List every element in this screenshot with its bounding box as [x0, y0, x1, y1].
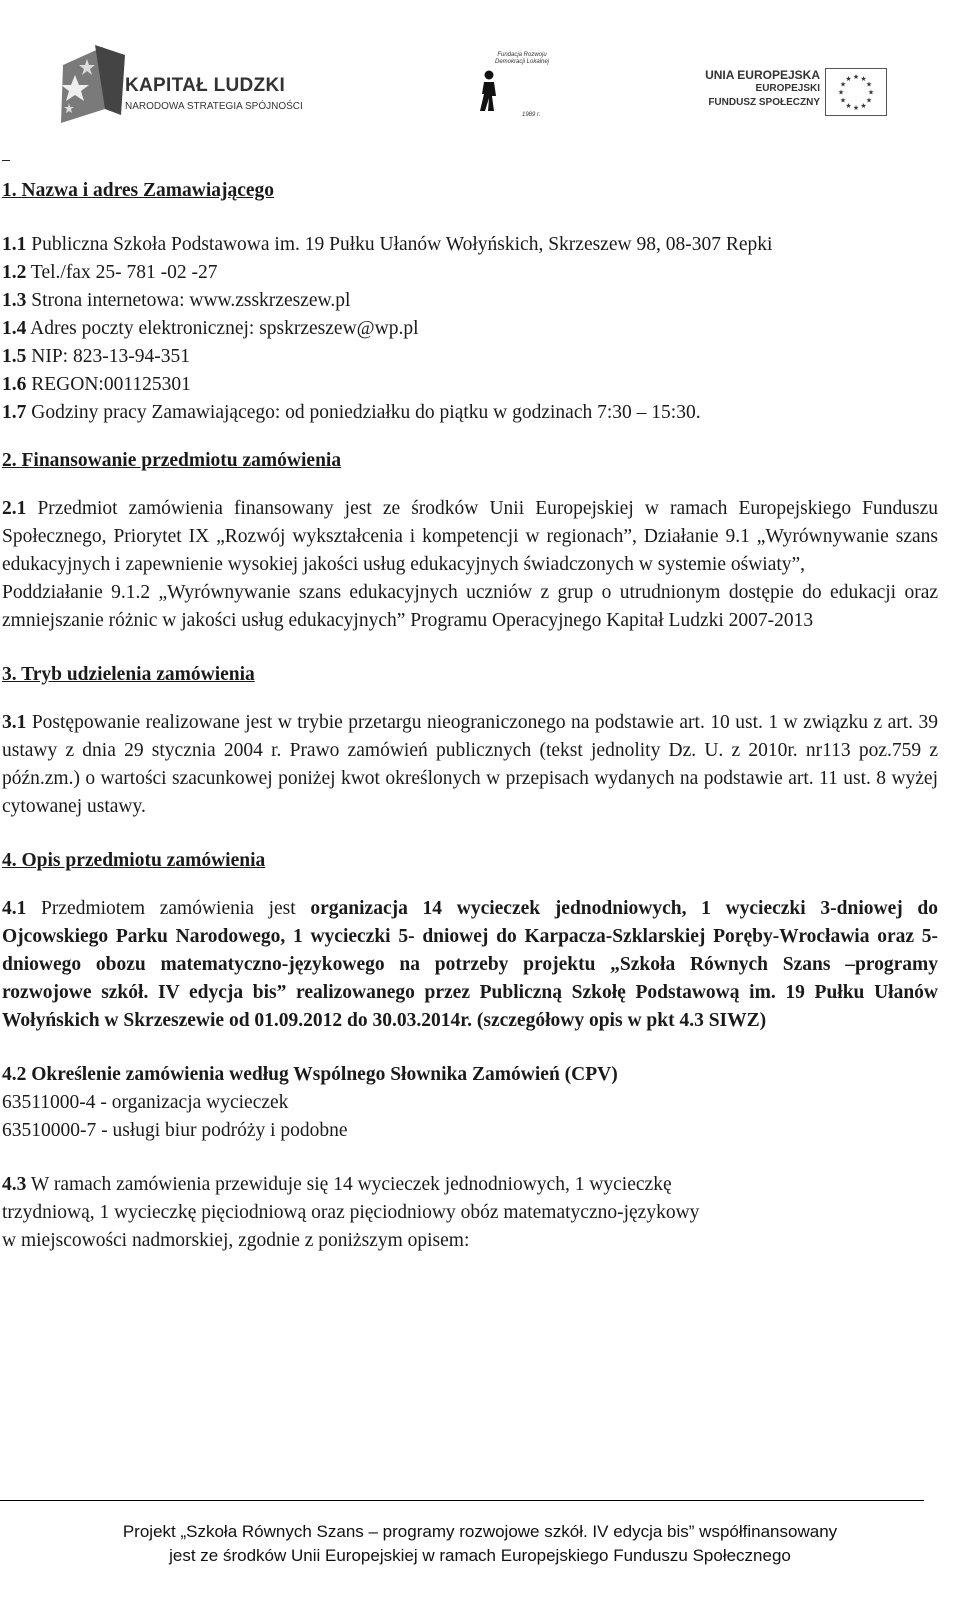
- kapital-ludzki-logo: [55, 45, 335, 125]
- section-3-heading: 3. Tryb udzielenia zamówienia: [2, 664, 255, 685]
- item-number: 1.2: [2, 262, 27, 283]
- svg-text:★: ★: [839, 96, 847, 105]
- eu-logo: [705, 68, 925, 128]
- page-footer: [0, 1520, 960, 1568]
- item-1-1: [2, 231, 938, 259]
- paragraph-2-1-cont: Poddziałanie 9.1.2 „Wyrównywanie szans edukacyjnych uczniów z grup o utrudnionym dostępie do edukacji oraz zmniejszanie różnic w jakości usług edukacyjnych” Programu Operacyjnego Kapitał Ludzki 2007-2013: [2, 582, 938, 631]
- paragraph-text: Przedmiotem zamówienia jest: [26, 898, 311, 919]
- item-1-6: [2, 371, 938, 399]
- document-body: [2, 177, 938, 1255]
- footer-line-1: Projekt „Szkoła Równych Szans – programy rozwojowe szkół. IV edycja bis” współfinansowany: [122, 1522, 838, 1541]
- item-1-7: [2, 399, 938, 427]
- paragraph-text: Postępowanie realizowane jest w trybie przetargu nieograniczonego na podstawie art. 10 ust. 1 w związku z art. 39 ustawy z dnia 29 stycznia 2004 r. Prawo zamówień publicznych (tekst jednolity Dz. U. z 2010r. nr113 poz.759 z późn.zm.) o wartości szacunkowej poniżej kwot określonych w przepisach wydanych na podstawie art. 11 ust. 8 wyżej cytowanej ustawy.: [2, 712, 938, 817]
- cpv-code-1: 63511000-4 - organizacja wycieczek: [2, 1092, 289, 1113]
- item-text: Godziny pracy Zamawiającego: od poniedziałku do piątku w godzinach 7:30 – 15:30.: [26, 402, 701, 423]
- item-number: 1.5: [2, 346, 27, 367]
- item-text: Tel./fax 25- 781 -02 -27: [26, 262, 218, 283]
- svg-text:★: ★: [867, 88, 875, 97]
- stray-mark: [2, 160, 10, 161]
- section-1-heading: 1. Nazwa i adres Zamawiającego: [2, 180, 275, 201]
- paragraph-text: Przedmiot zamówienia finansowany jest ze środków Unii Europejskiej w ramach Europejskiego Funduszu Społecznego, Priorytet IX „Rozwój wykształcenia i kompetencji w regionach”, Działanie 9.1 „Wyrównywanie szans edukacyjnych i zapewnienie wysokiej jakości usług edukacyjnych świadczonych w systemie oświaty”,: [2, 498, 938, 575]
- item-text: Strona internetowa: www.zsskrzeszew.pl: [26, 290, 351, 311]
- eu-line-1: UNIA EUROPEJSKA: [705, 68, 820, 82]
- footer-rule: [0, 1500, 924, 1501]
- kapital-ludzki-star-icon: [55, 45, 125, 125]
- frdl-name: Fundacja Rozwoju Demokracji Lokalnej: [494, 52, 550, 65]
- item-number: 3.1: [2, 712, 27, 733]
- paragraph-4-1: [2, 895, 938, 1035]
- item-1-4: [2, 315, 938, 343]
- footer-line-2: jest ze środków Unii Europejskiej w ramach Europejskiego Funduszu Społecznego: [169, 1546, 791, 1565]
- eu-logo-text: [705, 68, 820, 110]
- paragraph-bold-text: organizacja 14 wycieczek jednodniowych, 1 wycieczki 3-dniowej do Ojcowskiego Parku Narodowego, 1 wycieczki 5- dniowej do Karpacza-Szklarskiej Poręby-Wrocławia oraz 5-dniowego obozu matematyczno-językowego na potrzeby projektu „Szkoła Równych Szans –programy rozwojowe szkół. IV edycja bis” realizowanego przez Publiczną Szkołę Podstawową im. 19 Pułku Ułanów Wołyńskich w Skrzeszewie od 01.09.2012 do 30.03.2014r. (szczegółowy opis w pkt 4.3 SIWZ): [2, 898, 938, 1031]
- item-number: 1.6: [2, 374, 27, 395]
- frdl-year: 1989 r.: [522, 112, 541, 118]
- svg-text:★: ★: [852, 104, 860, 112]
- item-text: NIP: 823-13-94-351: [26, 346, 190, 367]
- paragraph-3-1: [2, 709, 938, 821]
- paragraph-4-2-heading: 4.2 Określenie zamówienia według Wspólnego Słownika Zamówień (CPV): [2, 1064, 618, 1085]
- svg-text:★: ★: [845, 75, 852, 83]
- svg-text:★: ★: [865, 80, 873, 89]
- frdl-logo: [478, 52, 558, 124]
- eu-line-3: FUNDUSZ SPOŁECZNY: [708, 97, 820, 108]
- svg-text:★: ★: [865, 96, 873, 105]
- cpv-code-2: 63510000-7 - usługi biur podróży i podobne: [2, 1120, 348, 1141]
- paragraph-4-3: [2, 1171, 938, 1199]
- kapital-ludzki-title: KAPITAŁ LUDZKI: [125, 75, 286, 96]
- item-number: 4.1: [2, 898, 27, 919]
- paragraph-2-1: [2, 495, 938, 579]
- section-2-heading: 2. Finansowanie przedmiotu zamówienia: [2, 450, 342, 471]
- item-text: Publiczna Szkoła Podstawowa im. 19 Pułku Ułanów Wołyńskich, Skrzeszew 98, 08-307 Repki: [26, 234, 773, 255]
- section-1-list: [2, 231, 938, 427]
- item-text: REGON:001125301: [26, 374, 191, 395]
- item-number: 1.4: [2, 318, 27, 339]
- svg-text:★: ★: [837, 88, 845, 97]
- svg-text:★: ★: [839, 80, 847, 89]
- item-number: 1.7: [2, 402, 27, 423]
- item-number: 4.3: [2, 1174, 27, 1195]
- logo-band: [0, 40, 960, 130]
- paragraph-text: W ramach zamówienia przewiduje się 14 wycieczek jednodniowych, 1 wycieczkę: [26, 1174, 672, 1195]
- paragraph-4-3-line-3: w miejscowości nadmorskiej, zgodnie z poniższym opisem:: [2, 1230, 470, 1251]
- section-4-heading: 4. Opis przedmiotu zamówienia: [2, 850, 266, 871]
- eu-flag-icon: [825, 68, 887, 116]
- item-number: 1.1: [2, 234, 27, 255]
- frdl-figure-icon: [478, 70, 500, 112]
- svg-text:★: ★: [852, 73, 860, 81]
- item-number: 2.1: [2, 498, 27, 519]
- svg-text:★: ★: [860, 75, 867, 83]
- paragraph-4-3-line-2: trzydniową, 1 wycieczkę pięciodniową oraz pięciodniowy obóz matematyczno-językowy: [2, 1202, 700, 1223]
- item-1-2: [2, 259, 938, 287]
- kapital-ludzki-subtitle: NARODOWA STRATEGIA SPÓJNOŚCI: [125, 101, 303, 112]
- item-number: 1.3: [2, 290, 27, 311]
- svg-text:★: ★: [860, 102, 867, 110]
- svg-text:★: ★: [845, 102, 852, 110]
- item-text: Adres poczty elektronicznej: spskrzeszew@wp.pl: [26, 318, 419, 339]
- eu-line-2: EUROPEJSKI: [755, 83, 820, 94]
- item-1-5: [2, 343, 938, 371]
- item-1-3: [2, 287, 938, 315]
